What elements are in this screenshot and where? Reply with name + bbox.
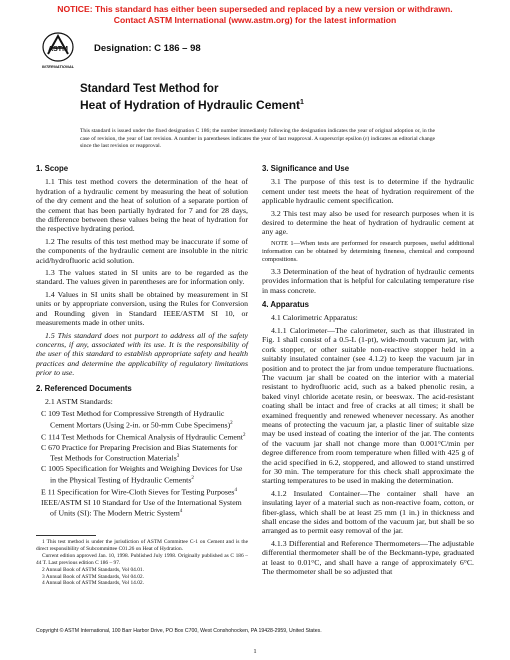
- reference-item: IEEE/ASTM SI 10 Standard for Use of the International System of Units (SI): The Modern Metric System$^4$: [41, 497, 242, 518]
- scope-paragraph: 1.4 Values in SI units shall be obtained by measurement in SI units or by appropriate conversion, using the Rules for Conversion and Rounding given in Standard IEEE/ASTM SI 10, or measurements made in other units.: [36, 289, 248, 328]
- footnote: 4 Annual Book of ASTM Standards, Vol 14.02.: [42, 580, 144, 587]
- footnotes: [36, 535, 248, 587]
- scope-safety-paragraph: 1.5 This standard does not purport to address all of the safety concerns, if any, associated with its use. It is the responsibility of the user of this standard to establish appropriate safety and health practices and determine the applicability of regulatory limitations prior to use.: [36, 330, 248, 378]
- document-title: [80, 83, 304, 112]
- section-heading-scope: 1. Scope: [36, 164, 69, 173]
- page-number: 1: [253, 648, 257, 655]
- scope-paragraph: 1.2 The results of this test method may be inaccurate if some of the components of the hydraulic cement are insoluble in the nitric acid/hydrofluoric acid solution.: [36, 236, 248, 265]
- significance-paragraph: 3.2 This test may also be used for research purposes when it is desired to determine the heat of hydration of hydraulic cement at any age.: [262, 208, 474, 237]
- designation: Designation: C 186 – 98: [94, 43, 201, 54]
- reference-item: C 109 Test Method for Compressive Strength of Hydraulic Cement Mortars (Using 2-in. or 50-mm Cube Specimens)$^2$: [41, 409, 233, 430]
- reference-item: C 114 Test Methods for Chemical Analysis of Hydraulic Cement$^2$: [41, 432, 246, 442]
- apparatus-paragraph: 4.1.2 Insulated Container—The container shall have an insulating layer of a material such as non-reactive foam, cotton, or fiber-glass, which shall be at least 25 mm (1 in.) in thickness and shall encase the sides and bottom of the vacuum jar, but shall be so arranged as to permit easy removal of the jar.: [262, 488, 474, 536]
- note-1: NOTE 1—When tests are performed for research purposes, useful additional information can be obtained by determining fineness, chemical and compound compositions.: [262, 239, 474, 263]
- footnote: Current edition approved Jan. 10, 1998. Published July 1998. Originally published as C 186 – 44 T. Last previous edition C 186 – 97.: [36, 552, 248, 566]
- significance-paragraph: 3.3 Determination of the heat of hydration of hydraulic cements provides information that is helpful for calculating temperature rise in mass concrete.: [262, 266, 474, 295]
- reference-item: C 1005 Specification for Weights and Weighing Devices for Use in the Physical Testing of Hydraulic Cements$^2$: [41, 464, 243, 485]
- notice-line-1: NOTICE: This standard has either been superseded and replaced by a new version or withdrawn.: [57, 4, 453, 14]
- astm-logo: [40, 30, 76, 72]
- title-line-2: Heat of Hydration of Hydraulic Cement: [80, 98, 301, 112]
- footnote: 2 Annual Book of ASTM Standards, Vol 04.01.: [42, 566, 144, 573]
- significance-paragraph: 3.1 The purpose of this test is to determine if the hydraulic cement under test meets the heat of hydration requirement of the applicable hydraulic cement specification.: [262, 177, 474, 206]
- footnote: 3 Annual Book of ASTM Standards, Vol 04.02.: [42, 573, 144, 580]
- title-footnote-mark: 1: [300, 99, 304, 106]
- section-heading-references: 2. Referenced Documents: [36, 383, 132, 393]
- issued-statement: This standard is issued under the fixed designation C 186; the number immediately following the designation indicates the year of original adoption or, in the case of revision, the year of last revision. A number in parentheses indicates the year of last reapproval. A superscript epsilon (ε) indicates an editorial change since the last revision or reapproval.: [80, 128, 435, 150]
- title-line-1: Standard Test Method for: [80, 83, 219, 95]
- logo-subtext: INTERNATIONAL: [41, 64, 75, 69]
- footnote-divider: [36, 535, 96, 536]
- logo-text: ASTM: [48, 46, 68, 53]
- footnote: 1 This test method is under the jurisdiction of ASTM Committee C-1 on Cement and is the direct responsibility of Subcommittee C01.26 on Heat of Hydration.: [36, 539, 248, 552]
- left-column: [36, 162, 248, 519]
- scope-paragraph: 1.3 The values stated in SI units are to be regarded as the standard. The values given in parentheses are for information only.: [36, 268, 248, 287]
- apparatus-paragraph: 4.1.3 Differential and Reference Thermometers—The adjustable differential thermometer shall be of the Beckmann-type, graduated at least to 0.01°C, and shall have a range of approximately 6°C. The thermometer shall be so adjusted that: [262, 538, 474, 577]
- section-heading-significance: 3. Significance and Use: [262, 164, 350, 173]
- copyright-line: Copyright © ASTM International, 100 Barr Harbor Drive, PO Box C700, West Conshohocken, PA 19428-2959, United States.: [36, 628, 322, 634]
- apparatus-paragraph: 4.1 Calorimetric Apparatus:: [271, 313, 358, 323]
- apparatus-paragraph: 4.1.1 Calorimeter—The calorimeter, such as that illustrated in Fig. 1 shall consist of a 0.5-L (1-pt), wide-mouth vacuum jar, with cork stopper, or other suitable non-reactive stopper held in a suitably insulated container (see 4.1.2) to keep the vacuum jar in position and to protect the jar from undue temperature fluctuations. The vacuum jar shall be coated on the interior with a material resistant to hydrofluoric acid, such as a baked phenolic resin, a baked vinyl chloride acetate resin, or beeswax. The acid-resistant coating shall be intact and free of cracks at all times; it shall be examined frequently and renewed whenever necessary. As another means of protecting the vacuum jar, a plastic liner of suitable size may be used instead of coating the interior of the jar. The contents of the vacuum jar shall not change more than 0.001°C/min per degree difference from room temperature when filled with 425 g of the acid specified in 6.2, stoppered, and allowed to stand unstirred for 30 min. The temperature for this check shall approximate the starting temperatures to be used in making the determination.: [262, 325, 474, 486]
- reference-item: C 670 Practice for Preparing Precision and Bias Statements for Test Methods for Construction Materials$^3$: [41, 442, 238, 463]
- section-heading-apparatus: 4. Apparatus: [262, 300, 309, 310]
- refs-subheading: 2.1 ASTM Standards:: [45, 396, 113, 406]
- notice-line-2: Contact ASTM International (www.astm.org) for the latest information: [113, 14, 397, 25]
- reference-item: E 11 Specification for Wire-Cloth Sieves for Testing Purposes$^4$: [41, 487, 237, 497]
- supersede-notice: [0, 4, 510, 25]
- scope-paragraph: 1.1 This test method covers the determination of the heat of hydration of a hydraulic cement by measuring the heat of solution of the dry cement and the heat of solution of a separate portion of the cement that has been partially hydrated for 7 and for 28 days, the difference between these values being the heat of hydration for the respective hydrating period.: [36, 177, 248, 234]
- right-column: [262, 162, 474, 579]
